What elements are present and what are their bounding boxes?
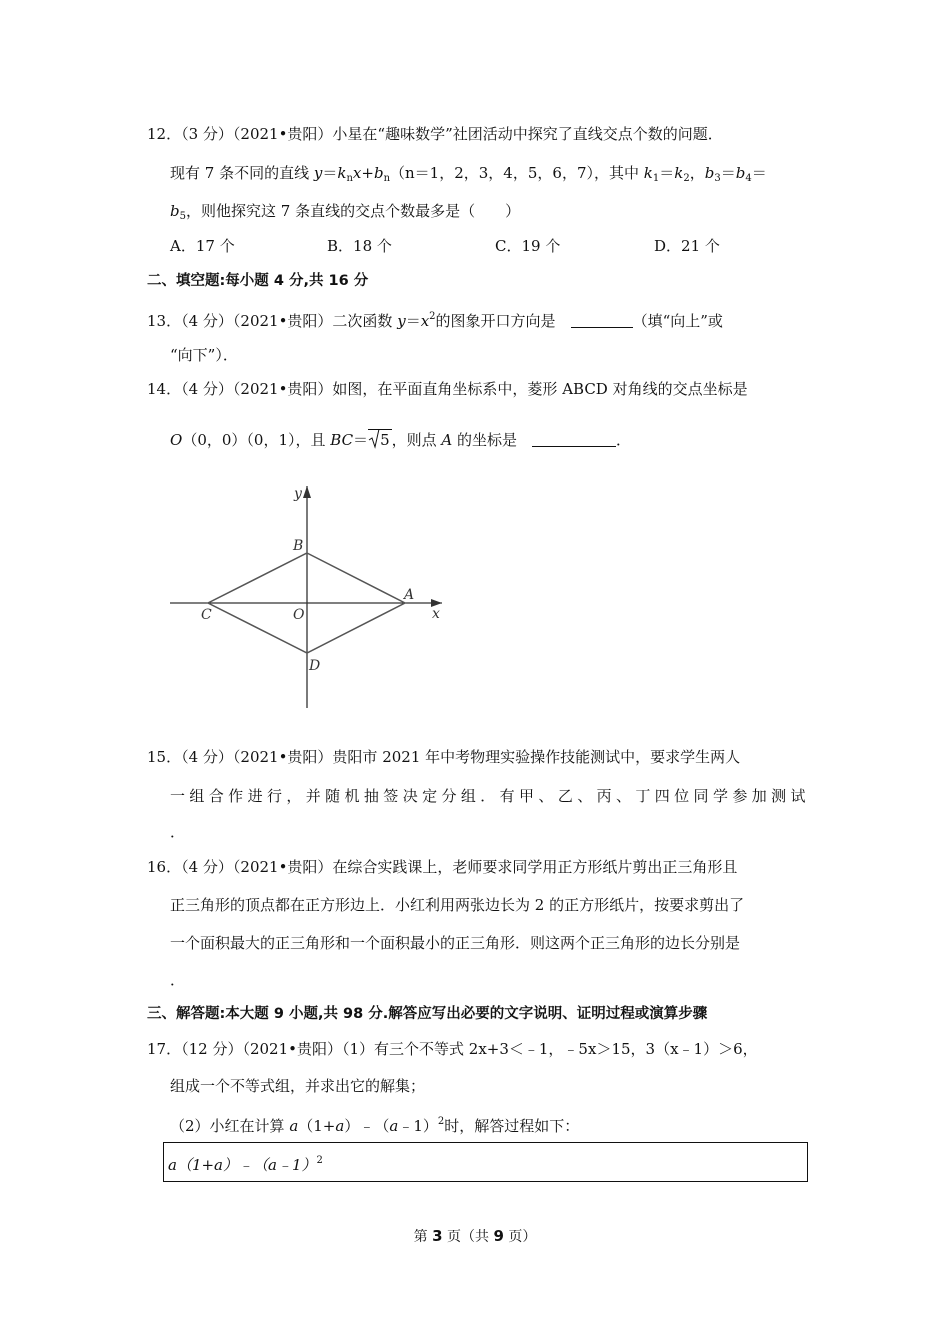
q14-line2: O（0，0）（0，1），且 BC＝ 5 ，则点 A 的坐标是 ． <box>170 431 632 449</box>
label-c: C <box>201 607 212 623</box>
q16-line1: 16．（4 分）（2021•贵阳）在综合实践课上，老师要求同学用正方形纸片剪出正三角形且 <box>147 858 738 876</box>
q15-line2-char: 丙 <box>596 787 612 805</box>
q16-line4: ． <box>170 971 186 989</box>
q16-line3: 一个面积最大的正三角形和一个面积最小的正三角形．则这两个正三角形的边长分别是 <box>170 934 741 952</box>
q15-line2-char: 乙 <box>557 787 573 805</box>
q15-line2-char: 机 <box>344 787 360 805</box>
q13-answer-blank[interactable] <box>571 313 633 328</box>
q13-line1-text3: （填“向上”或 <box>632 312 723 330</box>
q15-line2-char: 并 <box>305 787 321 805</box>
page-footer <box>0 1226 950 1246</box>
q15-line2-char: 一 <box>170 787 186 805</box>
footer-pre: 第 <box>413 1229 433 1245</box>
q15-line2-char: 同 <box>693 787 709 805</box>
q12-option-d: D．21 个 <box>654 237 720 255</box>
q15-line3: ． <box>170 823 186 841</box>
label-a: A <box>404 587 415 603</box>
q17-solution-box <box>163 1142 808 1182</box>
q17-line3-text: （2）小红在计算 <box>170 1117 290 1135</box>
q13-line1-text: 13．（4 分）（2021•贵阳）二次函数 <box>147 312 398 330</box>
q14-line2-text3: 的坐标是 <box>452 431 518 449</box>
q15-line2-char: 位 <box>674 787 690 805</box>
q12-option-b: B．18 个 <box>327 237 392 255</box>
q15-line2 <box>170 786 806 806</box>
q12-line1: 12．（3 分）（2021•贵阳）小星在“趣味数学”社团活动中探究了直线交点个数的问题． <box>147 125 723 143</box>
label-y: y <box>294 486 302 502</box>
q14-answer-blank[interactable] <box>532 432 616 447</box>
q15-line2-char: 分 <box>441 787 457 805</box>
footer-page-number: 3 <box>432 1227 443 1245</box>
q15-line2-char: 、 <box>538 787 554 805</box>
label-x: x <box>432 606 440 622</box>
q15-line2-char: 组 <box>189 787 205 805</box>
q15-line2-char: ， <box>286 787 302 805</box>
q12-option-a: A．17 个 <box>170 237 235 255</box>
rhombus-figure <box>160 478 460 710</box>
q15-line2-char: 抽 <box>363 787 379 805</box>
q14-line1: 14．（4 分）（2021•贵阳）如图，在平面直角坐标系中，菱形 ABCD 对角线的交点坐标是 <box>147 380 748 398</box>
footer-post: 页） <box>503 1229 537 1245</box>
q13-line1: 13．（4 分）（2021•贵阳）二次函数 $y=x^2$的图象开口方向是 （填“向上”或 <box>147 311 723 330</box>
radical-sign-icon <box>368 429 380 449</box>
q12-option-c: C．19 个 <box>495 237 561 255</box>
q13-line2: “向下”）． <box>170 346 238 364</box>
q17-box-text: a（1+a）﹣（a﹣1） <box>168 1156 317 1174</box>
q15-line2-char: ． <box>480 787 496 805</box>
label-b: B <box>293 538 304 554</box>
q17-line1: 17．（12 分）（2021•贵阳）（1）有三个不等式 2x+3＜﹣1，﹣5x＞15，3（x﹣1）＞6， <box>147 1040 758 1058</box>
footer-mid: 页（共 <box>442 1229 494 1245</box>
q15-line2-char: 、 <box>615 787 631 805</box>
q15-line2-char: 行 <box>266 787 282 805</box>
q15-line2-char: 测 <box>771 787 787 805</box>
y-axis-arrow-icon <box>303 486 311 498</box>
q15-line2-char: 丁 <box>635 787 651 805</box>
q16-line2: 正三角形的顶点都在正方形边上．小红利用两张边长为 2 的正方形纸片，按要求剪出了 <box>170 896 745 914</box>
q15-line2-char: 定 <box>422 787 438 805</box>
q15-line2-char: 有 <box>499 787 515 805</box>
q15-line1: 15．（4 分）（2021•贵阳）贵阳市 2021 年中考物理实验操作技能测试中，要求学生两人 <box>147 748 741 766</box>
q17-line3-text2: 时，解答过程如下： <box>444 1117 580 1135</box>
q15-line2-char: 试 <box>790 787 806 805</box>
section-2-heading: 二、填空题:每小题 4 分,共 16 分 <box>147 273 369 289</box>
q15-line2-char: 学 <box>712 787 728 805</box>
sqrt-five <box>368 429 392 450</box>
label-d: D <box>309 658 321 674</box>
section-3-heading: 三、解答题:本大题 9 小题,共 98 分.解答应写出必要的文字说明、证明过程或演算步骤 <box>147 1006 708 1022</box>
q12-line2-text: 现有 7 条不同的直线 <box>170 164 314 182</box>
q12-line2: 现有 7 条不同的直线 $y=k_nx+b_n(n=1$，2，3，4，5，6，7），其中 $k_1=k_2$，$b_3=b_4=$ <box>170 164 767 184</box>
q15-line2-char: 合 <box>208 787 224 805</box>
q15-line2-char: 参 <box>732 787 748 805</box>
q15-line2-char: 加 <box>751 787 767 805</box>
q13-line1-text2: 的图象开口方向是 <box>435 312 556 330</box>
footer-total-pages: 9 <box>493 1227 504 1245</box>
q15-line2-char: 四 <box>654 787 670 805</box>
q14-line2-text: （0，0）（0，1），且 <box>182 431 331 449</box>
q17-box-expression: a（1+a）﹣（a﹣1）$^2$ <box>168 1155 323 1174</box>
sqrt-value: 5 <box>380 431 390 449</box>
q15-line2-char: 组 <box>460 787 476 805</box>
q15-line2-char: 、 <box>577 787 593 805</box>
q15-line2-char: 决 <box>402 787 418 805</box>
q12-line2-text2: （n＝1，2，3，4，5，6，7），其中 <box>390 164 644 182</box>
q15-line2-char: 甲 <box>519 787 535 805</box>
q15-line2-char: 作 <box>228 787 244 805</box>
q15-line2-char: 进 <box>247 787 263 805</box>
q15-line2-char: 签 <box>383 787 399 805</box>
q17-line3: （2）小红在计算 a（1+a）﹣（a﹣1）$^2$时，解答过程如下： <box>170 1116 580 1135</box>
label-o: O <box>293 607 305 623</box>
q17-line2: 组成一个不等式组，并求出它的解集； <box>170 1077 426 1095</box>
q15-line2-char: 随 <box>325 787 341 805</box>
q14-line2-text2: 则点 <box>406 431 442 449</box>
q12-line3: $b_5$，则他探究这 7 条直线的交点个数最多是（ ） <box>170 202 521 222</box>
q12-line3-text: ，则他探究这 7 条直线的交点个数最多是（ ） <box>185 202 521 220</box>
